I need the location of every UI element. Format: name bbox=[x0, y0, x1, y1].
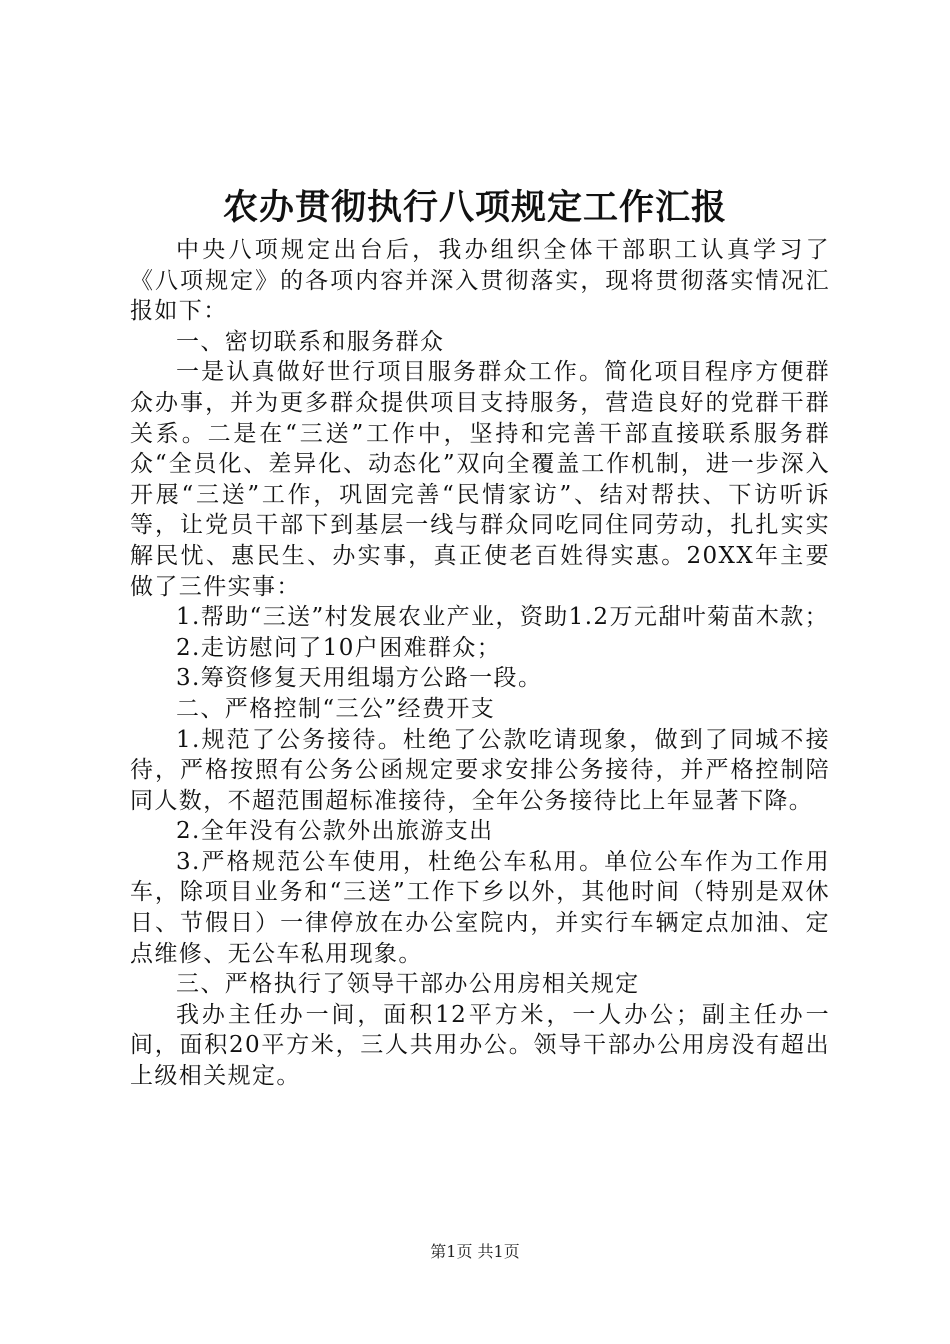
section-1-item-1: 1.帮助“三送”村发展农业产业，资助1.2万元甜叶菊苗木款； bbox=[176, 604, 830, 631]
document-title: 农办贯彻执行八项规定工作汇报 bbox=[222, 187, 727, 228]
section-heading-2: 二、严格控制“三公”经费开支 bbox=[176, 695, 496, 722]
section-2-item-2: 2.全年没有公款外出旅游支出 bbox=[176, 818, 494, 845]
document-body bbox=[130, 235, 830, 1092]
section-heading-1: 一、密切联系和服务群众 bbox=[176, 328, 445, 355]
section-1-item-3: 3.筹资修复天用组塌方公路一段。 bbox=[176, 665, 543, 692]
page-number-footer: 第1页 共1页 bbox=[430, 1242, 520, 1261]
section-1-paragraph: 一是认真做好世行项目服务群众工作。简化项目程序方便群众办事，并为更多群众提供项目支持服务，营造良好的党群干群关系。二是在“三送”工作中，坚持和完善干部直接联系服务群众“全员化、差异化、动态化”双向全覆盖工作机制，进一步深入开展“三送”工作，巩固完善“民情家访”、结对帮扶、下访听诉等，让党员干部下到基层一线与群众同吃同住同劳动，扎扎实实解民忧、惠民生、办实事，真正使老百姓得实惠。20XX年主要做了三件实事： bbox=[130, 359, 830, 600]
section-2-item-3: 3.严格规范公车使用，杜绝公车私用。单位公车作为工作用车，除项目业务和“三送”工作下乡以外，其他时间（特别是双休日、节假日）一律停放在办公室院内，并实行车辆定点加油、定点维修、无公车私用现象。 bbox=[130, 848, 830, 967]
section-1-item-2: 2.走访慰问了10户困难群众； bbox=[176, 634, 502, 661]
section-2-item-1: 1.规范了公务接待。杜绝了公款吃请现象，做到了同城不接待，严格按照有公务公函规定要求安排公务接待，并严格控制陪同人数，不超范围超标准接待，全年公务接待比上年显著下降。 bbox=[130, 726, 830, 814]
section-3-paragraph: 我办主任办一间，面积12平方米，一人办公；副主任办一间，面积20平方米，三人共用办公。领导干部办公用房没有超出上级相关规定。 bbox=[130, 1001, 830, 1090]
intro-paragraph: 中央八项规定出台后，我办组织全体干部职工认真学习了《八项规定》的各项内容并深入贯彻落实，现将贯彻落实情况汇报如下： bbox=[130, 237, 830, 325]
section-heading-3: 三、严格执行了领导干部办公用房相关规定 bbox=[176, 971, 640, 998]
